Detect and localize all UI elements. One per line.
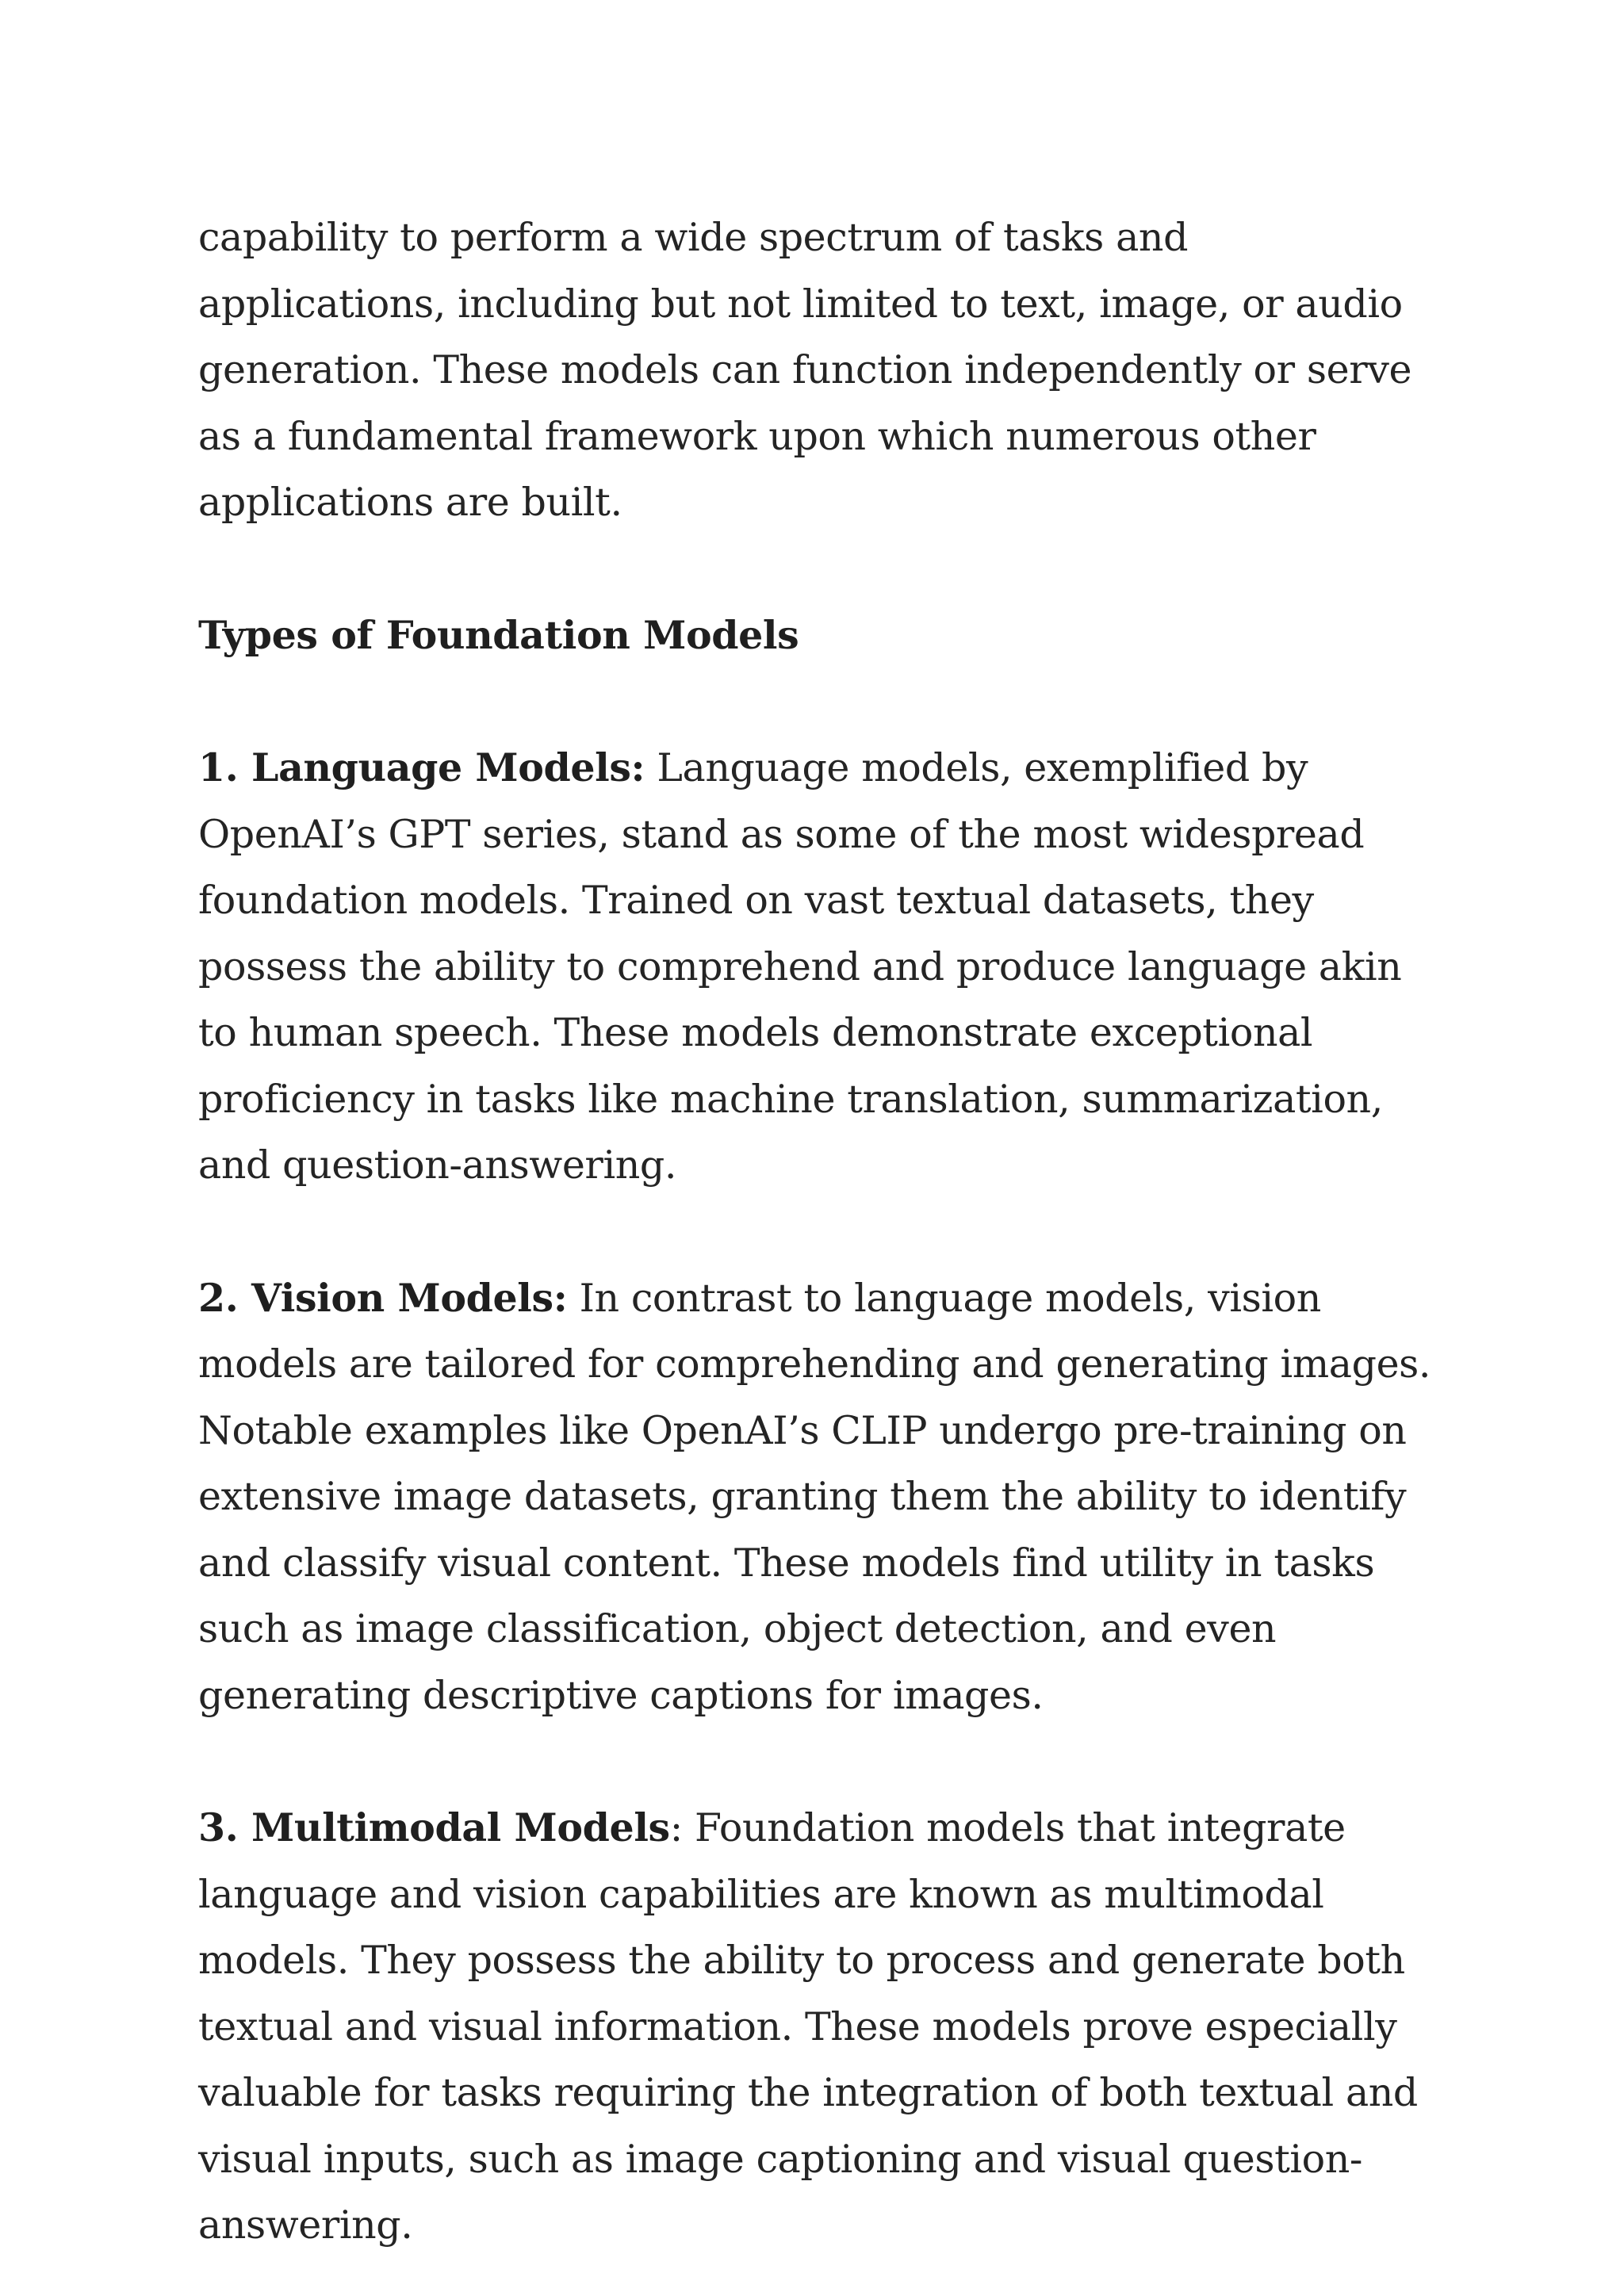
language-models-paragraph <box>198 735 1435 1199</box>
intro-paragraph: capability to perform a wide spectrum of tasks and applications, including but not limited to text, image, or audio generation. These models can function independently or serve as a fundamental framework upon which numerous other applications are built. <box>198 215 1412 525</box>
multimodal-models-label: 3. Multimodal Models <box>198 1804 670 1850</box>
article-body <box>198 205 1435 2259</box>
vision-models-label: 2. Vision Models: <box>198 1274 568 1321</box>
multimodal-models-text: : Foundation models that integrate language and vision capabilities are known as multimodal models. They possess the ability to process and generate both textual and visual information. These models prove especially valuable for tasks requiring the integration of both textual and visual inputs, such as image captioning and visual question-answering. <box>198 1805 1418 2248</box>
language-models-text: Language models, exemplified by OpenAI’s GPT series, stand as some of the most widespread foundation models. Trained on vast textual datasets, they possess the ability to comprehend and produce language akin to human speech. These models demonstrate exceptional proficiency in tasks like machine translation, summarization, and question-answering. <box>198 745 1402 1188</box>
multimodal-models-paragraph <box>198 1795 1435 2259</box>
language-models-label: 1. Language Models: <box>198 744 645 790</box>
vision-models-text: In contrast to language models, vision models are tailored for comprehending and generating images. Notable examples like OpenAI’s CLIP undergo pre-training on extensive image datasets, granting them the ability to identify and classify visual content. These models find utility in tasks such as image classification, object detection, and even generating descriptive captions for images. <box>198 1275 1431 1718</box>
vision-models-paragraph <box>198 1265 1435 1729</box>
section-heading: Types of Foundation Models <box>198 611 799 658</box>
